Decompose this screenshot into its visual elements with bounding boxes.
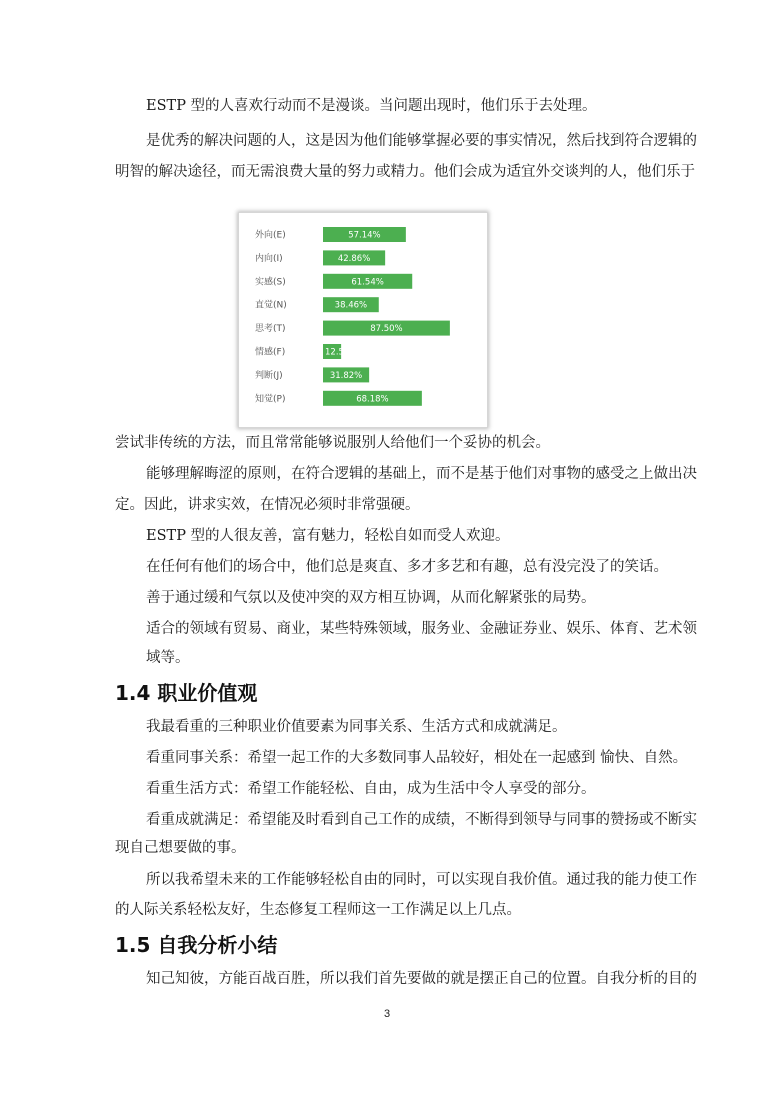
category-label: 实感(S) — [255, 277, 286, 288]
paragraph-line: 看重成就满足：希望能及时看到自己工作的成绩，不断得到领导与同事的赞扬或不断实 — [146, 812, 697, 828]
bar-value-label: 42.86% — [337, 253, 371, 264]
page-number: 3 — [383, 1008, 391, 1020]
paragraph-line: 定。因此，讲求实效，在情况必须时非常强硬。 — [115, 497, 420, 513]
category-label: 内向(I) — [255, 253, 283, 264]
paragraph-line: 我最看重的三种职业价值要素为同事关系、生活方式和成就满足。 — [146, 719, 567, 735]
paragraph-line: 是优秀的解决问题的人，这是因为他们能够掌握必要的事实情况，然后找到符合逻辑的 — [146, 133, 697, 149]
bar-value-label: 12.5 — [325, 347, 344, 358]
paragraph-line: 域等。 — [146, 650, 190, 666]
category-label: 外向(E) — [255, 230, 286, 241]
paragraph-line: 现自己想要做的事。 — [115, 840, 246, 856]
paragraph-line: 明智的解决途径，而无需浪费大量的努力或精力。他们会成为适宜外交谈判的人，他们乐于 — [115, 164, 695, 180]
paragraph-line: 适合的领域有贸易、商业，某些特殊领域，服务业、金融证券业、娱乐、体育、艺术领 — [146, 621, 697, 637]
bar-value-label: 61.54% — [351, 277, 384, 288]
category-label: 判断(J) — [255, 370, 283, 381]
paragraph-line: ESTP 型的人很友善，富有魅力，轻松自如而受人欢迎。 — [146, 528, 510, 544]
category-label: 情感(F) — [255, 347, 286, 358]
paragraph-line: 看重同事关系：希望一起工作的大多数同事人品较好，相处在一起感到 愉快、自然。 — [146, 750, 688, 766]
bar-value-label: 38.46% — [334, 300, 368, 311]
paragraph-line: ESTP 型的人喜欢行动而不是漫谈。当问题出现时，他们乐于去处理。 — [146, 98, 597, 114]
paragraph-line: 看重生活方式：希望工作能轻松、自由，成为生活中令人享受的部分。 — [146, 781, 596, 797]
paragraph-line: 知己知彼，方能百战百胜，所以我们首先要做的就是摆正自己的位置。自我分析的目的 — [146, 971, 697, 987]
paragraph-line: 尝试非传统的方法，而且常常能够说服别人给他们一个妥协的机会。 — [115, 435, 550, 451]
chart-svg — [239, 213, 487, 427]
bar-value-label: 31.82% — [329, 370, 363, 381]
personality-bar-chart — [239, 213, 487, 427]
paragraph-line: 的人际关系轻松友好，生态修复工程师这一工作满足以上几点。 — [115, 902, 521, 918]
section-heading-1-4: 1.4 职业价值观 — [115, 681, 258, 705]
category-label: 知觉(P) — [255, 394, 286, 405]
bar-value-label: 57.14% — [348, 230, 381, 241]
category-label: 思考(T) — [255, 324, 286, 335]
section-heading-1-5: 1.5 自我分析小结 — [115, 933, 278, 957]
paragraph-line: 所以我希望未来的工作能够轻松自由的同时，可以实现自我价值。通过我的能力使工作 — [146, 872, 697, 888]
paragraph-line: 善于通过缓和气氛以及使冲突的双方相互协调，从而化解紧张的局势。 — [146, 590, 596, 606]
bar-value-label: 87.50% — [370, 324, 403, 335]
paragraph-line: 能够理解晦涩的原则，在符合逻辑的基础上，而不是基于他们对事物的感受之上做出决 — [146, 466, 697, 482]
paragraph-line: 在任何有他们的场合中，他们总是爽直、多才多艺和有趣，总有没完没了的笑话。 — [146, 559, 668, 575]
bar-value-label: 68.18% — [356, 394, 389, 405]
category-label: 直觉(N) — [255, 300, 287, 311]
